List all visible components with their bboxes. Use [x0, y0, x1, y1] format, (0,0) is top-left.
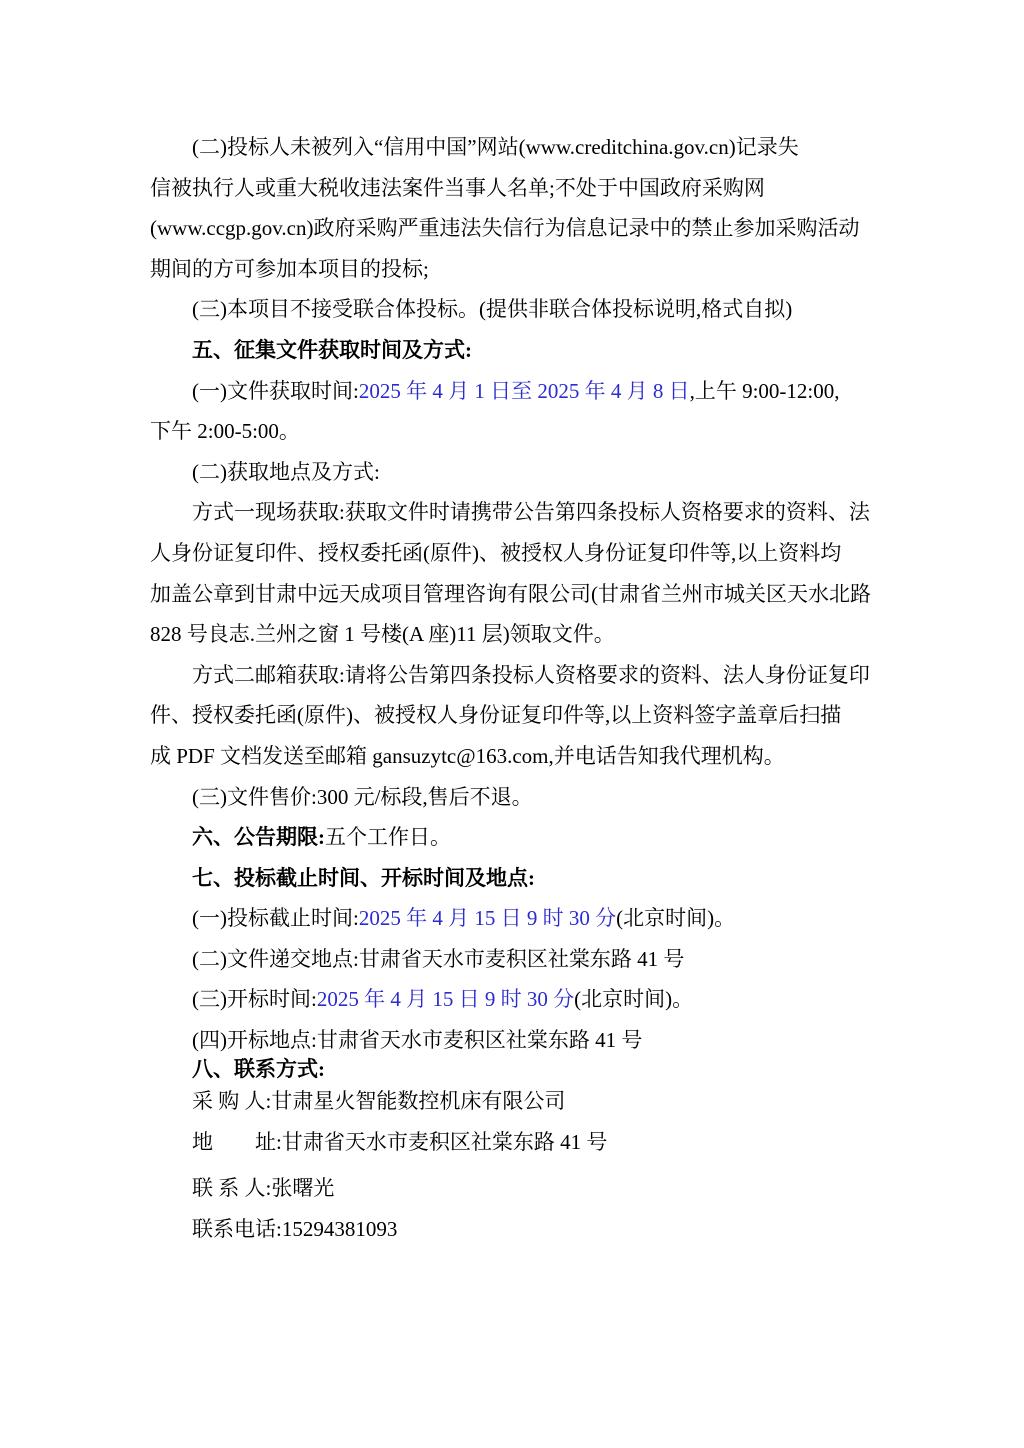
section-8-heading-text: 八、联系方式: — [192, 1056, 325, 1081]
section-5-heading-text: 五、征集文件获取时间及方式: — [192, 337, 472, 362]
bid-deadline-suffix: (北京时间)。 — [616, 906, 736, 931]
credit-clause-text-2: 信被执行人或重大税收违法案件当事人名单;不处于中国政府采购网 — [150, 175, 765, 200]
contact-phone-line — [150, 1209, 884, 1250]
purchaser-text: 采 购 人:甘肃星火智能数控机床有限公司 — [192, 1089, 566, 1114]
method-1-text-1: 方式一现场获取:获取文件时请携带公告第四条投标人资格要求的资料、法 — [192, 500, 870, 525]
method-2-text-3: 成 PDF 文档发送至邮箱 gansuzytc@163.com,并电话告知我代理机构。 — [150, 743, 785, 768]
credit-clause-line-3 — [150, 208, 884, 249]
method-1-line-3 — [150, 574, 884, 615]
section-6-heading-value: 五个工作日。 — [325, 825, 451, 850]
credit-clause-text-1: (二)投标人未被列入“信用中国”网站(www.creditchina.gov.cn)记录失 — [192, 135, 799, 159]
section-6-heading-label: 六、公告期限: — [192, 825, 325, 850]
bid-deadline-label: (一)投标截止时间: — [192, 906, 359, 931]
section-7-heading — [150, 858, 884, 899]
doc-obtain-time-line-1 — [150, 371, 884, 412]
credit-clause-text-4: 期间的方可参加本项目的投标; — [150, 256, 429, 281]
address-text: 地 址:甘肃省天水市麦积区社棠东路 41 号 — [192, 1129, 608, 1154]
submission-place-text: (二)文件递交地点:甘肃省天水市麦积区社棠东路 41 号 — [192, 946, 685, 971]
section-6-heading — [150, 817, 884, 858]
doc-obtain-time-afternoon: 下午 2:00-5:00。 — [150, 419, 300, 444]
opening-time-datetime: 2025 年 4 月 15 日 9 时 30 分 — [316, 987, 575, 1012]
consortium-clause — [150, 289, 884, 330]
contact-phone-text: 联系电话:15294381093 — [192, 1217, 398, 1242]
method-2-line-1 — [150, 655, 884, 696]
purchaser-line — [150, 1081, 884, 1122]
method-2-text-2: 件、授权委托函(原件)、被授权人身份证复印件等,以上资料签字盖章后扫描 — [150, 703, 842, 728]
contact-person-line — [150, 1168, 884, 1209]
method-1-line-1 — [150, 492, 884, 533]
credit-clause-text-3: (www.ccgp.gov.cn)政府采购严重违法失信行为信息记录中的禁止参加采购活动 — [150, 216, 860, 241]
credit-clause-line-1 — [150, 127, 884, 168]
method-1-text-2: 人身份证复印件、授权委托函(原件)、被授权人身份证复印件等,以上资料均 — [150, 540, 842, 565]
consortium-clause-text: (三)本项目不接受联合体投标。(提供非联合体投标说明,格式自拟) — [192, 297, 793, 322]
obtain-place-heading-text: (二)获取地点及方式: — [192, 459, 380, 484]
method-2-line-3 — [150, 736, 884, 777]
method-1-line-4 — [150, 614, 884, 655]
contact-person-text: 联 系 人:张曙光 — [192, 1176, 335, 1201]
submission-place-line — [150, 939, 884, 980]
section-7-heading-text: 七、投标截止时间、开标时间及地点: — [192, 865, 535, 890]
doc-obtain-time-label: (一)文件获取时间: — [192, 378, 359, 403]
method-1-text-3: 加盖公章到甘肃中远天成项目管理咨询有限公司(甘肃省兰州市城关区天水北路 — [150, 581, 871, 606]
opening-time-label: (三)开标时间: — [192, 987, 317, 1012]
credit-clause-line-4 — [150, 249, 884, 290]
opening-place-text: (四)开标地点:甘肃省天水市麦积区社棠东路 41 号 — [192, 1028, 643, 1053]
bid-deadline-datetime: 2025 年 4 月 15 日 9 时 30 分 — [358, 906, 617, 931]
method-1-text-4: 828 号良志.兰州之窗 1 号楼(A 座)11 层)领取文件。 — [150, 622, 615, 647]
doc-obtain-date-range: 2025 年 4 月 1 日至 2025 年 4 月 8 日 — [358, 378, 690, 403]
credit-clause-line-2 — [150, 168, 884, 209]
section-5-heading — [150, 330, 884, 371]
method-2-line-2 — [150, 695, 884, 736]
obtain-place-heading — [150, 452, 884, 493]
method-1-line-2 — [150, 533, 884, 574]
opening-time-suffix: (北京时间)。 — [574, 987, 694, 1012]
doc-obtain-time-morning: ,上午 9:00-12:00, — [689, 378, 840, 403]
method-2-text-1: 方式二邮箱获取:请将公告第四条投标人资格要求的资料、法人身份证复印 — [192, 662, 870, 687]
opening-time-line — [150, 979, 884, 1020]
doc-price-text: (三)文件售价:300 元/标段,售后不退。 — [192, 784, 533, 809]
doc-price-clause — [150, 777, 884, 818]
address-line — [150, 1122, 884, 1163]
doc-obtain-time-line-2 — [150, 411, 884, 452]
bid-deadline-line — [150, 898, 884, 939]
